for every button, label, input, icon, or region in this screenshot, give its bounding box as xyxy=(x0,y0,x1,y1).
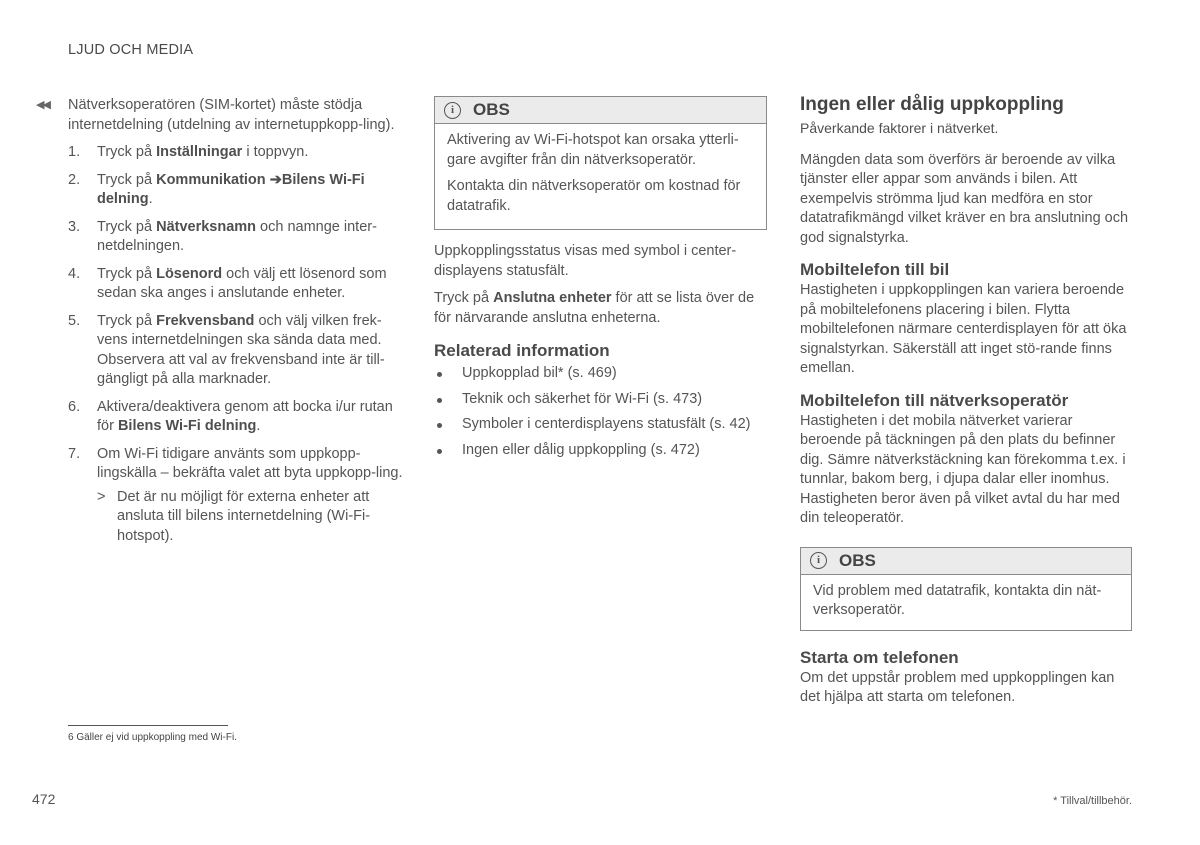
step-4: 4. Tryck på Lösenord och välj ett lösenord som sedan ska anges i anslutande enheter. xyxy=(68,265,387,301)
menu-item-installningar: Inställningar xyxy=(156,144,243,160)
mobile-to-car-paragraph: Hastigheten i uppkopplingen kan variera beroende på mobiltelefonens placering i bilen. Flytta mobiltelefonen närmare centerdisplayen för att öka signalstyrkan. Säkerställ att inget stö-rande finns emellan. xyxy=(800,282,1127,376)
obs-box-datatrafik xyxy=(800,547,1132,631)
menu-item-frekvensband: Frekvensband xyxy=(156,312,255,329)
menu-item-bilens-wifi: Bilens Wi-Fi delning xyxy=(97,171,365,207)
menu-item-losenord: Lösenord xyxy=(156,265,223,282)
step-5: 5. Tryck på Frekvensband och välj vilken frek-vens internetdelningen ska sända data med. Observera att val av frekvensband inte är till-gängligt på alla marknader. xyxy=(68,312,385,387)
steps-list xyxy=(68,143,404,546)
obs-text: Aktivering av Wi-Fi-hotspot kan orsaka ytterli-gare avgifter från din nätverksoperatör. xyxy=(447,132,739,168)
status-column xyxy=(434,242,760,466)
step-2: 2. Tryck på Kommunikation ➔Bilens Wi-Fi delning. xyxy=(68,171,365,207)
menu-item-bilens-wifi-delning: Bilens Wi-Fi delning xyxy=(117,418,257,434)
intro-paragraph: Nätverksoperatören (SIM-kortet) måste stödja internetdelning (utdelning av internetuppkopp-ling). xyxy=(68,97,395,133)
obs-text: Vid problem med datatrafik, kontakta din nät-verksoperatör. xyxy=(813,582,1102,618)
info-icon: i xyxy=(810,552,827,569)
section-header: LJUD OCH MEDIA xyxy=(68,42,194,58)
section-lead: Påverkande faktorer i nätverket. xyxy=(800,120,999,136)
obs-header xyxy=(435,97,766,124)
mobile-to-operator-paragraph: Hastigheten i det mobila nätverket varierar beroende på täckningen på den plats du befinner dig. Sämre nätverkstäckning kan förekomma t.ex. i tunnlar, bakom berg, i djupa dalar eller inomhus. Hastigheten beror även på vilket avtal du har med din teleoperatör. xyxy=(800,412,1126,526)
arrow-right-icon: ➔ xyxy=(269,171,282,188)
footer-note: * Tillval/tillbehör. xyxy=(1053,795,1132,807)
footnote-divider xyxy=(68,725,228,726)
menu-item-anslutna-enheter: Anslutna enheter xyxy=(493,290,612,306)
bullet-icon xyxy=(437,449,442,454)
step-3: 3. Tryck på Nätverksnamn och namnge inter-netdelningen. xyxy=(68,218,377,254)
footnote: 6 Gäller ej vid uppkoppling med Wi-Fi. xyxy=(68,732,237,743)
related-info-heading: Relaterad information xyxy=(434,341,610,360)
troubleshooting-column xyxy=(800,93,1132,708)
status-paragraph: Uppkopplingsstatus visas med symbol i center-displayens statusfält. xyxy=(434,243,737,279)
step-result: > Det är nu möjligt för externa enheter att ansluta till bilens internetdelning (Wi-Fi-hotspot). xyxy=(97,488,371,544)
step-6: 6. Aktivera/deaktivera genom att bocka i/ur rutan för Bilens Wi-Fi delning. xyxy=(68,398,393,434)
menu-item-natverksnamn: Nätverksnamn xyxy=(156,218,257,235)
bullet-icon xyxy=(437,372,442,377)
bullet-icon xyxy=(437,398,442,403)
obs-box-hotspot xyxy=(434,96,767,230)
instructions-column xyxy=(68,96,404,554)
info-icon: i xyxy=(444,102,461,119)
restart-heading: Starta om telefonen xyxy=(800,647,959,667)
obs-header xyxy=(801,548,1131,575)
menu-item-kommunikation: Kommunikation xyxy=(156,171,266,188)
page-number: 472 xyxy=(32,791,56,807)
step-7: 7. Om Wi-Fi tidigare använts som uppkopp-lingskälla – bekräfta valet att byta uppkopp-ling. > Det är nu möjligt för externa enheter att ansluta till bilens internetdelning (Wi-Fi-hotspot). xyxy=(68,445,404,547)
obs-title: OBS xyxy=(839,550,876,570)
related-link[interactable]: Teknik och säkerhet för Wi-Fi (s. 473) xyxy=(434,390,760,410)
related-link[interactable]: Uppkopplad bil* (s. 469) xyxy=(434,364,760,384)
continued-icon: ◀◀ xyxy=(36,99,49,111)
data-amount-paragraph: Mängden data som överförs är beroende av vilka tjänster eller appar som används i bilen. Att exempelvis strömma ljud kan medföra en stor datatrafikmängd vilket kräver en bra anslutning och god signalstyrka. xyxy=(800,151,1129,246)
step-1: 1. Tryck på Inställningar i toppvyn. xyxy=(68,144,309,160)
obs-title: OBS xyxy=(473,100,510,120)
restart-paragraph: Om det uppstår problem med uppkopplingen kan det hjälpa att starta om telefonen. xyxy=(800,669,1115,705)
connected-devices-paragraph: Tryck på Anslutna enheter för att se lista över de för närvarande anslutna enheterna. xyxy=(434,290,755,326)
section-title: Ingen eller dålig uppkoppling xyxy=(800,94,1064,115)
bullet-icon xyxy=(437,423,442,428)
related-link[interactable]: Symboler i centerdisplayens statusfält (s. 42) xyxy=(434,415,760,435)
mobile-to-operator-heading: Mobiltelefon till nätverksoperatör xyxy=(800,390,1069,410)
mobile-to-car-heading: Mobiltelefon till bil xyxy=(800,260,950,279)
obs-text: Kontakta din nätverksoperatör om kostnad för datatrafik. xyxy=(447,178,741,214)
related-links-list xyxy=(434,364,760,460)
related-link[interactable]: Ingen eller dålig uppkoppling (s. 472) xyxy=(434,441,760,461)
